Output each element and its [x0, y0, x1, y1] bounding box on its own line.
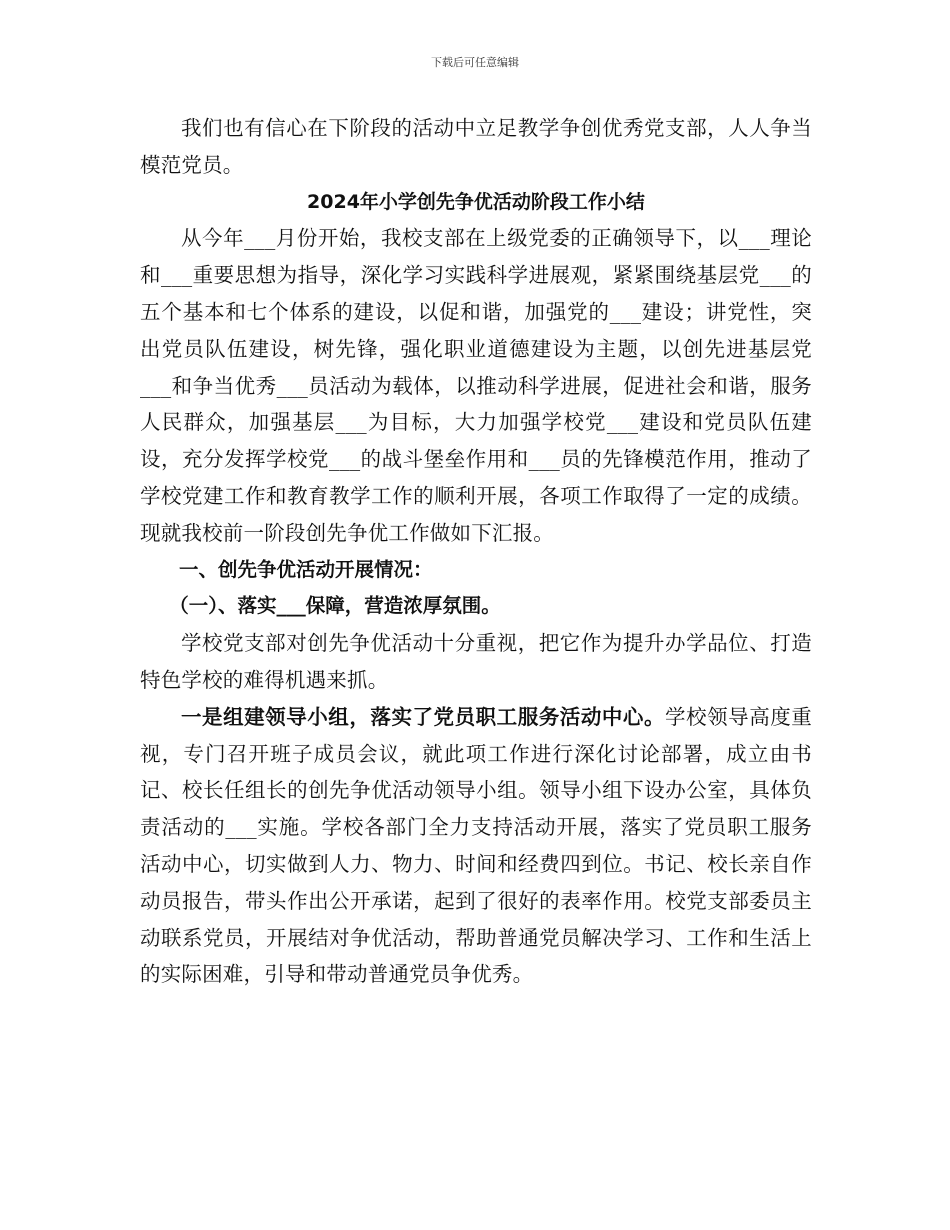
intro-paragraph: 我们也有信心在下阶段的活动中立足教学争创优秀党支部，人人争当模范党员。	[140, 116, 812, 177]
document-title: 2024年小学创先争优活动阶段工作小结	[307, 190, 645, 213]
paragraph-overview: 从今年___月份开始，我校支部在上级党委的正确领导下，以___理论和___重要思想为指导，深化学习实践科学进展观，紧紧围绕基层党___的五个基本和七个体系的建设，以促和谐，加强党的___建设；讲党性，突出党员队伍建设，树先锋，强化职业道德建设为主题，以创先进基层党___和争当优秀___员活动为载体，以推动科学进展，促进社会和谐，服务人民群众，加强基层___为目标，大力加强学校党___建设和党员队伍建设，充分发挥学校党___的战斗堡垒作用和___员的先锋模范作用，推动了学校党建工作和教育教学工作的顺利开展，各项工作取得了一定的成绩。现就我校前一阶段创先争优工作做如下汇报。	[140, 226, 812, 545]
paragraph-lead-text: 一是组建领导小组，落实了党员职工服务活动中心。	[181, 704, 666, 729]
document-body	[140, 110, 812, 993]
section-heading-1: 一、创先争优活动开展情况：	[179, 557, 433, 581]
paragraph-importance: 学校党支部对创先争优活动十分重视，把它作为提升办学品位、打造特色学校的难得机遇来抓。	[140, 631, 812, 692]
subsection-heading-1: （一）、落实___保障，营造浓厚氛围。	[169, 594, 501, 618]
page-header: 下载后可任意编辑	[431, 56, 519, 69]
paragraph-leadership	[140, 699, 812, 993]
paragraph-body-text: 学校领导高度重视，专门召开班子成员会议，就此项工作进行深化讨论部署，成立由书记、校长任组长的创先争优活动领导小组。领导小组下设办公室，具体负责活动的___实施。学校各部门全力支持活动开展，落实了党员职工服务活动中心，切实做到人力、物力、时间和经费四到位。书记、校长亲自作动员报告，带头作出公开承诺，起到了很好的表率作用。校党支部委员主动联系党员，开展结对争优活动，帮助普通党员解决学习、工作和生活上的实际困难，引导和带动普通党员争优秀。	[140, 704, 812, 987]
